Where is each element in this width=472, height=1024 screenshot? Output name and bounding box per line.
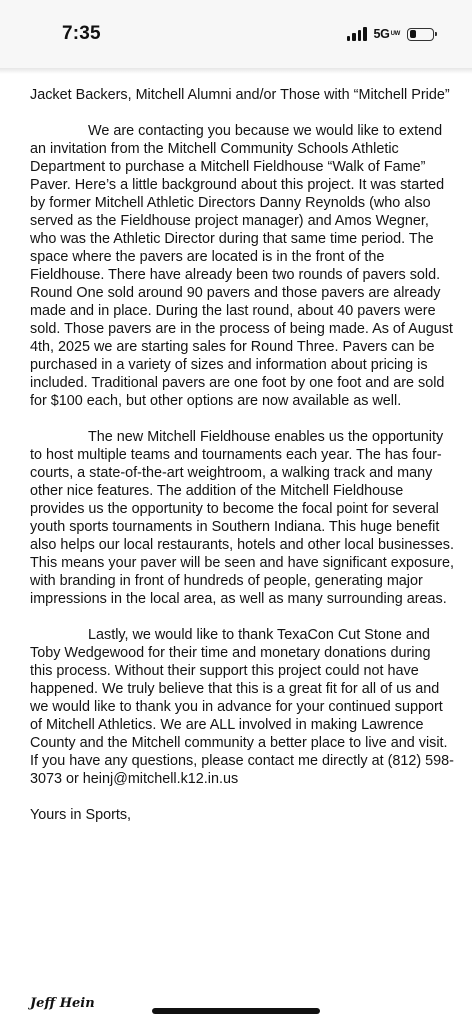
status-bar [0,0,472,68]
battery-cap [435,32,437,36]
battery-icon [407,28,434,41]
home-indicator[interactable] [152,1008,320,1014]
letter-body [30,86,455,842]
status-time: 7:35 [62,23,101,44]
letter-signature: Jeff Hein [30,996,95,1011]
network-label: 5G [373,27,390,41]
letter-paragraph-1: We are contacting you because we would like to extend an invitation from the Mitchell Community Schools Athletic Department to purchase a Mitchell Fieldhouse “Walk of Fame” Paver. Here’s a little background about this project. It was started by former Mitchell Athletic Directors Danny Reynolds (who also served as the Fieldhouse project manager) and Amos Wegner, who was the Athletic Director during that same time period. The space where the pavers are located is in the front of the Fieldhouse. There have already been two rounds of pavers sold. Round One sold around 90 pavers and those pavers are already made and in place. During the last round, about 40 pavers were sold. Those pavers are in the process of being made. As of August 4th, 2025 we are starting sales for Round Three. Pavers can be purchased in a variety of sizes and information about pricing is included. Traditional pavers are one foot by one foot and are sold for $100 each, but other options are now available as well. [30,123,453,409]
letter-paragraph-3: Lastly, we would like to thank TexaCon Cut Stone and Toby Wedgewood for their time and monetary donations during this process. Without their support this project could not have happened. We truly believe that this is a great fit for all of us and we would like to thank you in advance for your continued support of Mitchell Athletics. We are ALL involved in making Lawrence County and the Mitchell community a better place to live and visit. If you have any questions, please contact me directly at (812) 598-3073 or heinj@mitchell.k12.in.us [30,627,454,787]
network-suffix: UW [390,31,400,37]
letter-greeting: Jacket Backers, Mitchell Alumni and/or Those with “Mitchell Pride” [30,87,450,103]
status-icons [347,26,434,42]
letter-closing: Yours in Sports, [30,807,132,823]
signal-icon [347,27,367,41]
network-indicator [374,27,400,41]
battery-fill [410,30,416,38]
status-divider [0,68,472,74]
letter-paragraph-2: The new Mitchell Fieldhouse enables us the opportunity to host multiple teams and tournaments each year. The has four-courts, a state-of-the-art weightroom, a walking track and many other nice features. The addition of the Mitchell Fieldhouse provides us the opportunity to become the focal point for several youth sports tournaments in Southern Indiana. This huge benefit also helps our local restaurants, hotels and other local businesses. This means your paver will be seen and have significant exposure, with branding in front of hundreds of people, generating major impressions in the local area, as well as many surrounding areas. [30,429,454,607]
